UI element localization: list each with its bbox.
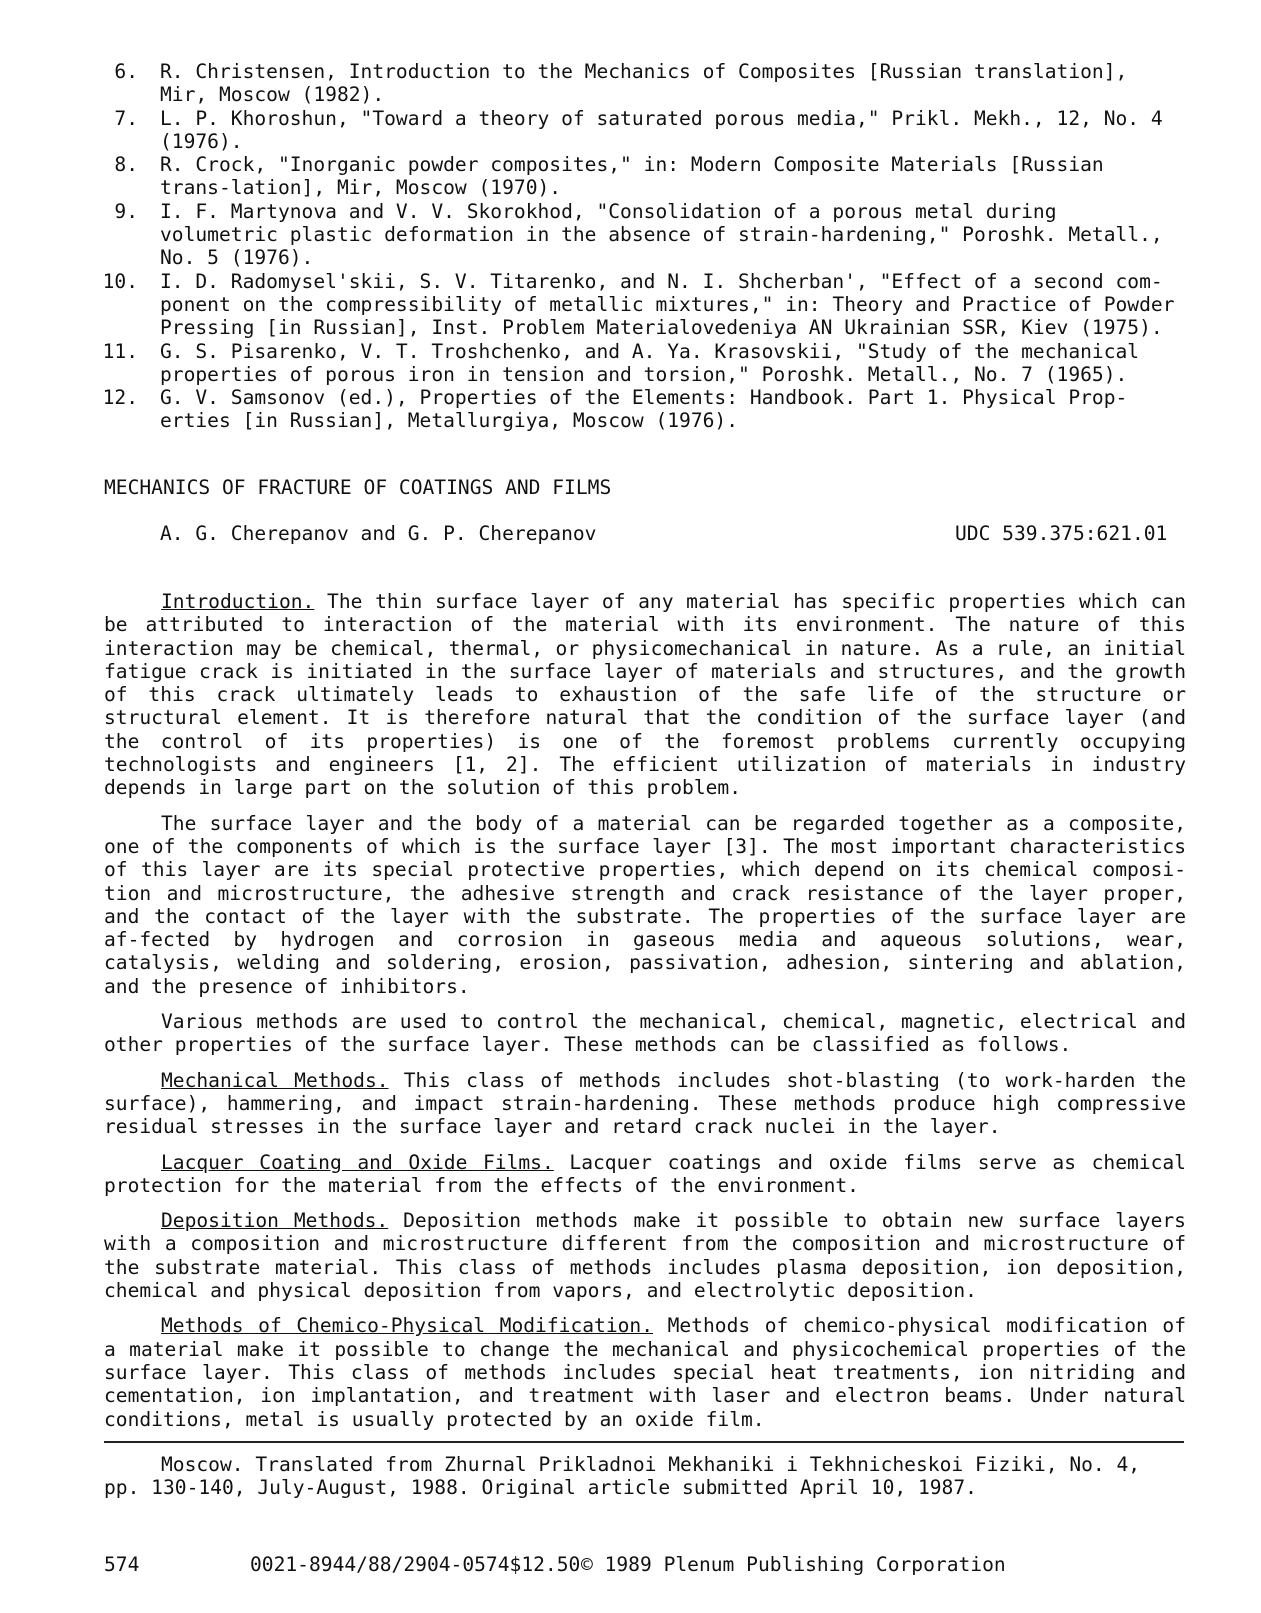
section-heading: Lacquer Coating and Oxide Films. xyxy=(161,1150,554,1174)
reference-item xyxy=(100,270,1180,340)
reference-text: L. P. Khoroshun, "Toward a theory of saturated porous media," Prikl. Mekh., 12, No. 4 (1976). xyxy=(160,106,1163,153)
reference-number: 10. xyxy=(102,269,138,293)
reference-item xyxy=(100,200,1180,270)
footnote-text: Moscow. Translated from Zhurnal Prikladnoi Mekhaniki i Tekhnicheskoi Fiziki, No. 4, pp. 130-140, July-August, 1988. Original article submitted April 10, 1987. xyxy=(104,1453,1141,1500)
paragraph xyxy=(104,812,1186,998)
reference-text: G. V. Samsonov (ed.), Properties of the Elements: Handbook. Part 1. Physical Prop-erties [in Russian], Metallurgiya, Moscow (1976). xyxy=(160,386,1128,433)
paragraph-text: Methods of chemico-physical modification of a material make it possible to change the mechanical and physicochemical properties of the surface layer. This class of methods includes special heat treatments, ion nitriding and cementation, ion implantation, and treatment with laser and electron beams. Under natural conditions, metal is usually protected by an oxide film. xyxy=(104,1314,1186,1431)
paragraph xyxy=(104,1010,1186,1057)
reference-item xyxy=(100,340,1180,387)
reference-list xyxy=(100,60,1180,433)
reference-text: I. F. Martynova and V. V. Skorokhod, "Consolidation of a porous metal during volumetric plastic deformation in the absence of strain-hardening," Poroshk. Metall., No. 5 (1976). xyxy=(160,199,1163,270)
paragraph-chemico-physical xyxy=(104,1314,1186,1430)
reference-item xyxy=(100,386,1180,433)
copyright-notice: © 1989 Plenum Publishing Corporation xyxy=(581,1553,1006,1576)
paragraph-text: Various methods are used to control the mechanical, chemical, magnetic, electrical and other properties of the surface layer. These methods can be classified as follows. xyxy=(104,1010,1186,1057)
paragraph-mechanical-methods xyxy=(104,1069,1186,1139)
article-code: 0021-8944/88/2904-0574$12.50 xyxy=(250,1553,581,1576)
paragraph-deposition-methods xyxy=(104,1209,1186,1302)
reference-number: 6. xyxy=(114,60,138,83)
reference-number: 9. xyxy=(114,199,138,223)
footnote xyxy=(104,1453,1186,1500)
paragraph-text: The thin surface layer of any material has specific properties which can be attributed to interaction of the material with its environment. The nature of this interaction may be chemical, thermal, or physicomechanical in nature. As a rule, an initial fatigue crack is initiated in the surface layer of materials and structures, and the growth of this crack ultimately leads to exhaustion of the safe life of the structure or structural element. It is therefore natural that the condition of the surface layer (and the control of its properties) is one of the foremost problems currently occupying technologists and engineers [1, 2]. The efficient utilization of materials in industry depends in large part on the solution of this problem. xyxy=(104,590,1186,800)
reference-item xyxy=(100,60,1180,107)
reference-text: I. D. Radomysel'skii, S. V. Titarenko, and N. I. Shcherban', "Effect of a second com-ponent on the compressibility of metallic mixtures," in: Theory and Practice of Powder Pressing [in Russian], Inst. Problem Materialovedeniya AN Ukrainian SSR, Kiev (1975). xyxy=(160,269,1175,340)
paragraph-lacquer-coating xyxy=(104,1151,1186,1198)
reference-text: R. Crock, "Inorganic powder composites," in: Modern Composite Materials [Russian trans-lation], Mir, Moscow (1970). xyxy=(160,153,1104,200)
article-title: MECHANICS OF FRACTURE OF COATINGS AND FILMS xyxy=(104,476,612,499)
section-heading: Mechanical Methods. xyxy=(161,1068,389,1092)
section-heading: Introduction. xyxy=(161,590,315,613)
reference-text: R. Christensen, Introduction to the Mechanics of Composites [Russian translation], Mir, Moscow (1982). xyxy=(160,60,1128,107)
paragraph-text: Lacquer coatings and oxide films serve as chemical protection for the material from the effects of the environment. xyxy=(104,1150,1186,1197)
paragraph-text: The surface layer and the body of a material can be regarded together as a composite, one of the components of which is the surface layer [3]. The most important characteristics of this layer are its special protective properties, which depend on its chemical composi-tion and microstructure, the adhesive strength and crack resistance of the layer proper, and the contact of the layer with the substrate. The properties of the surface layer are af-fected by hydrogen and corrosion in gaseous media and aqueous solutions, wear, catalysis, welding and soldering, erosion, passivation, adhesion, sintering and ablation, and the presence of inhibitors. xyxy=(104,811,1186,998)
udc-code: UDC 539.375:621.01 xyxy=(955,522,1168,545)
paragraph-text: This class of methods includes shot-blasting (to work-harden the surface), hammering, and impact strain-hardening. These methods produce high compressive residual stresses in the surface layer and retard crack nuclei in the layer. xyxy=(104,1068,1186,1139)
article-body xyxy=(104,590,1186,1443)
paragraph-text: Deposition methods make it possible to obtain new surface layers with a composition and microstructure different from the composition and microstructure of the substrate material. This class of methods includes plasma deposition, ion deposition, chemical and physical deposition from vapors, and electrolytic deposition. xyxy=(104,1209,1186,1303)
reference-item xyxy=(100,107,1180,154)
section-heading: Deposition Methods. xyxy=(161,1209,389,1233)
reference-number: 8. xyxy=(114,153,138,177)
reference-number: 7. xyxy=(114,106,138,130)
reference-item xyxy=(100,153,1180,200)
reference-number: 12. xyxy=(102,386,138,410)
reference-text: G. S. Pisarenko, V. T. Troshchenko, and A. Ya. Krasovskii, "Study of the mechanical properties of porous iron in tension and torsion," Poroshk. Metall., No. 7 (1965). xyxy=(160,339,1140,386)
page-number: 574 xyxy=(104,1553,140,1576)
reference-number: 11. xyxy=(102,339,138,363)
paragraph-introduction xyxy=(104,590,1186,800)
section-heading: Methods of Chemico-Physical Modification. xyxy=(161,1314,654,1338)
article-authors: A. G. Cherepanov and G. P. Cherepanov xyxy=(160,522,597,545)
footnote-divider xyxy=(104,1441,1184,1443)
